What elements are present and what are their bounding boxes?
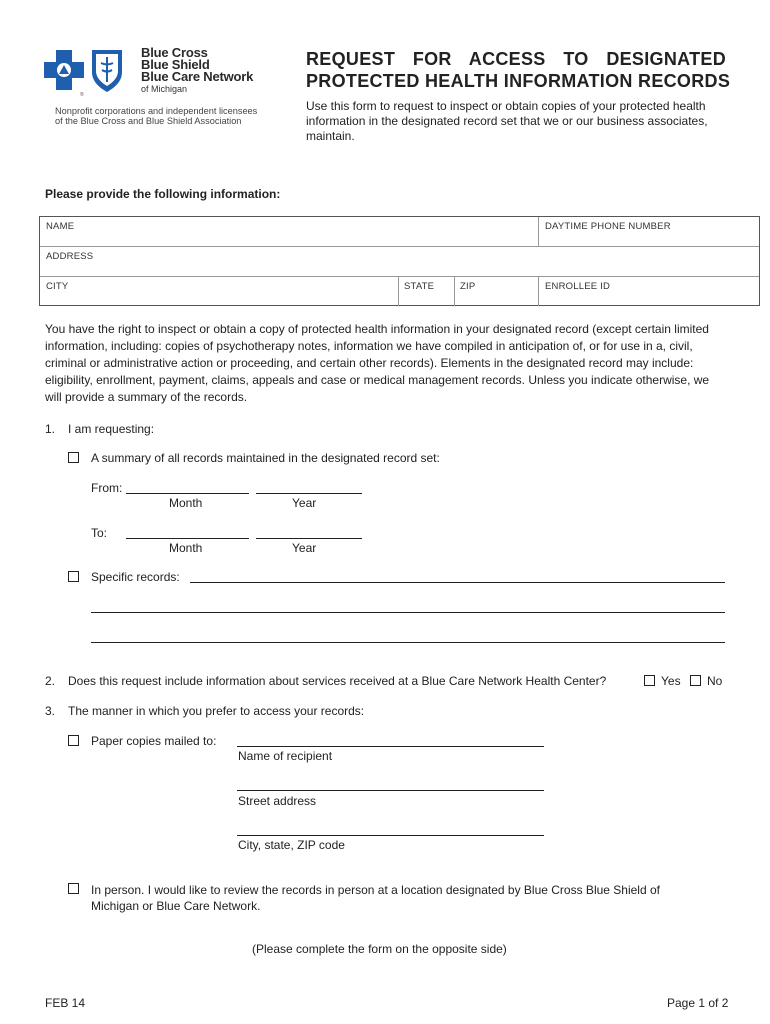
- state-label: STATE: [404, 281, 435, 292]
- from-month-field[interactable]: [126, 493, 249, 494]
- city-state-zip-field[interactable]: [237, 835, 544, 836]
- brand-name-line2: Blue Shield: [141, 57, 210, 72]
- company-logo: [42, 46, 138, 98]
- to-label: To:: [91, 526, 108, 540]
- license-line1: Nonprofit corporations and independent licensees: [55, 106, 258, 116]
- blue-cross-blue-shield-icon: [42, 46, 138, 98]
- page-number: Page 1 of 2: [667, 996, 729, 1010]
- date-code: FEB 14: [45, 996, 86, 1010]
- phone-label: DAYTIME PHONE NUMBER: [545, 221, 671, 232]
- license-line2: of the Blue Cross and Blue Shield Association: [55, 116, 242, 126]
- from-month-label: Month: [169, 496, 203, 510]
- name-field[interactable]: [40, 217, 538, 246]
- rights-paragraph: You have the right to inspect or obtain a copy of protected health information in your designated record (except certain limited information, including: copies of psychotherapy notes, information we have compiled in anticipation of, or for use in a, civil, criminal or administrative action or proceeding, and certain other records). Elements in the designated record may include: eligibility, enrollment, payment, claims, appeals and case or medical management records. Unless you indicate otherwise, we will provide a summary of the records.: [45, 322, 710, 404]
- city-state-zip-label: City, state, ZIP code: [238, 838, 345, 852]
- in-person-checkbox[interactable]: [68, 883, 79, 894]
- enrollee-id-label: ENROLLEE ID: [545, 281, 611, 292]
- from-year-label: Year: [292, 496, 317, 510]
- info-grid: [39, 216, 760, 306]
- summary-checkbox[interactable]: [68, 452, 79, 463]
- zip-field[interactable]: [455, 277, 538, 306]
- name-label: NAME: [46, 221, 75, 232]
- recipient-name-label: Name of recipient: [238, 749, 333, 763]
- state-field[interactable]: [399, 277, 454, 306]
- q2-yes-label: Yes: [661, 674, 681, 688]
- brand-name-line3: Blue Care Network: [141, 69, 254, 84]
- city-label: CITY: [46, 281, 69, 292]
- specific-records-line2[interactable]: [91, 612, 725, 613]
- street-address-label: Street address: [238, 794, 317, 808]
- info-heading: Please provide the following information:: [45, 187, 281, 201]
- q2-number: 2.: [45, 674, 56, 688]
- brand-name-line1: Blue Cross: [141, 45, 208, 60]
- continue-note: (Please complete the form on the opposite side): [252, 942, 507, 956]
- q1-text: I am requesting:: [68, 422, 155, 436]
- form-intro: Use this form to request to inspect or obtain copies of your protected health information in the designated record set that we or our business associates, maintain.: [306, 99, 708, 143]
- form-title-line1: REQUEST FOR ACCESS TO DESIGNATED: [306, 49, 726, 69]
- q3-number: 3.: [45, 704, 56, 718]
- specific-records-checkbox[interactable]: [68, 571, 79, 582]
- q2-no-label: No: [707, 674, 723, 688]
- svg-text:®: ®: [80, 92, 84, 98]
- q2-yes-checkbox[interactable]: [644, 675, 655, 686]
- to-month-field[interactable]: [126, 538, 249, 539]
- in-person-label: In person. I would like to review the records in person at a location designated by Blue Cross Blue Shield of Michigan or Blue Care Network.: [91, 883, 660, 913]
- phone-field[interactable]: [539, 217, 759, 246]
- paper-copies-label: Paper copies mailed to:: [91, 734, 217, 748]
- enrollee-id-field[interactable]: [539, 277, 759, 306]
- to-year-field[interactable]: [256, 538, 362, 539]
- paper-copies-checkbox[interactable]: [68, 735, 79, 746]
- brand-name-line4: of Michigan: [141, 84, 188, 94]
- to-month-label: Month: [169, 541, 203, 555]
- from-year-field[interactable]: [256, 493, 362, 494]
- summary-option-label: A summary of all records maintained in the designated record set:: [91, 451, 440, 465]
- specific-records-line3[interactable]: [91, 642, 725, 643]
- q2-text: Does this request include information about services received at a Blue Care Network Health Center?: [68, 674, 607, 688]
- to-year-label: Year: [292, 541, 317, 555]
- address-field[interactable]: [40, 247, 759, 276]
- q1-number: 1.: [45, 422, 56, 436]
- address-label: ADDRESS: [46, 251, 94, 262]
- specific-records-label: Specific records:: [91, 570, 180, 584]
- street-address-field[interactable]: [237, 790, 544, 791]
- recipient-name-field[interactable]: [237, 746, 544, 747]
- zip-label: ZIP: [460, 281, 476, 292]
- from-label: From:: [91, 481, 123, 495]
- q3-text: The manner in which you prefer to access your records:: [68, 704, 365, 718]
- city-field[interactable]: [40, 277, 398, 306]
- form-title-line2: PROTECTED HEALTH INFORMATION RECORDS: [306, 71, 731, 91]
- specific-records-line1[interactable]: [190, 582, 725, 583]
- q2-no-checkbox[interactable]: [690, 675, 701, 686]
